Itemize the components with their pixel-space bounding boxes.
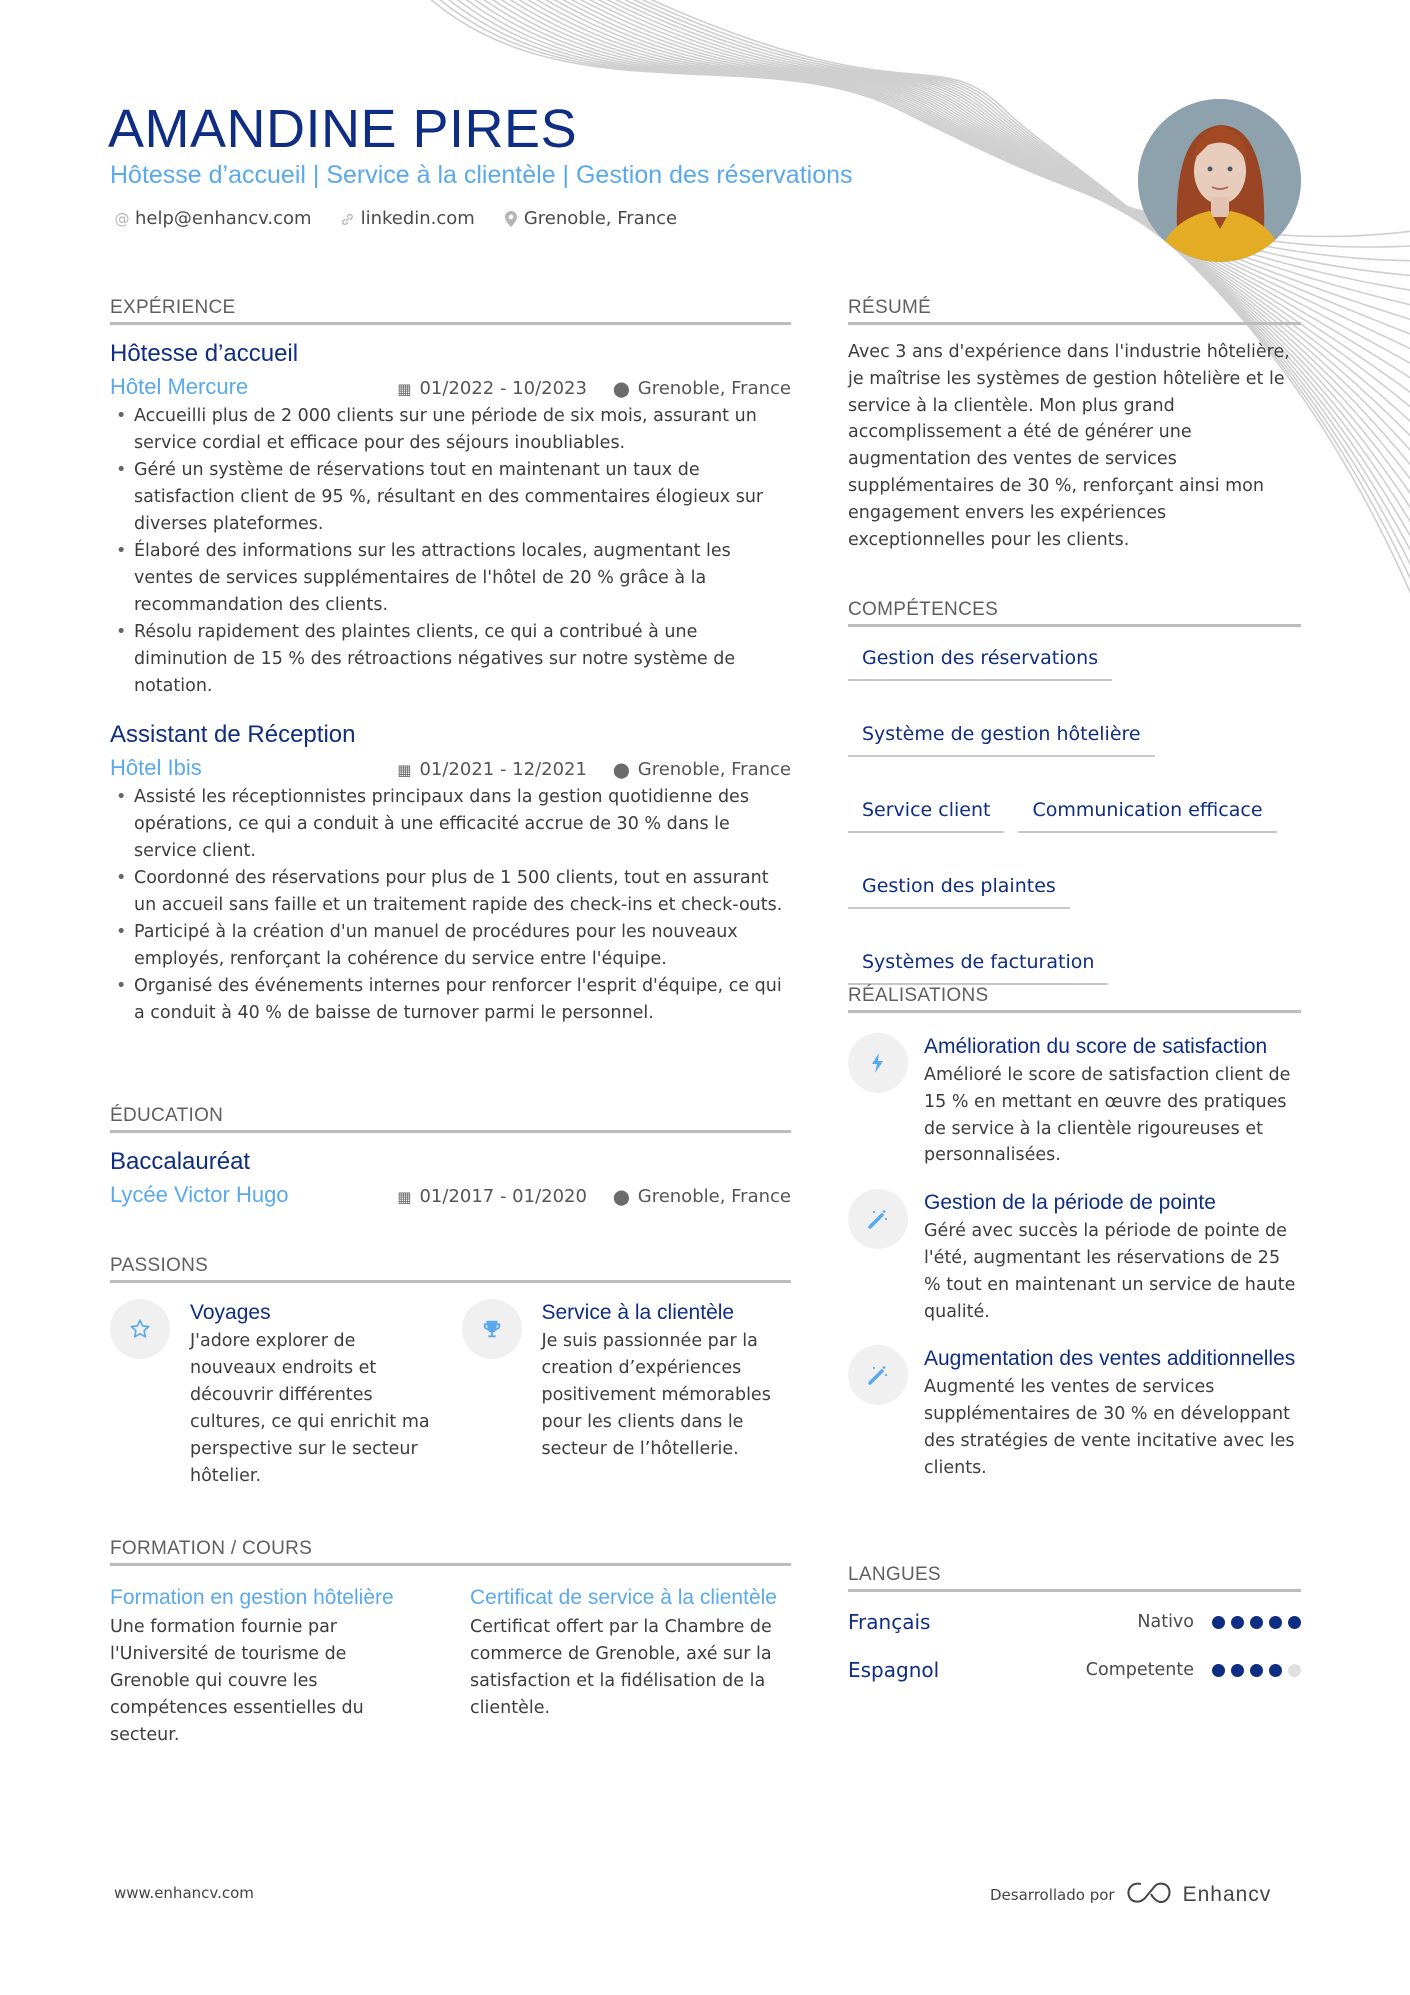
skills-section (848, 598, 1301, 985)
achievement-title: Augmentation des ventes additionnelles (924, 1347, 1296, 1371)
contact-email[interactable] (114, 206, 312, 232)
language-name: Français (848, 1610, 931, 1634)
degree-title: Baccalauréat (110, 1148, 251, 1175)
experience-section (110, 296, 791, 1027)
link-icon (340, 212, 356, 227)
passion-description: J'adore explorer de nouveaux endroits et découvrir différentes cultures, ce qui enrichit ma perspective sur le secteur hôtelier. (190, 1331, 430, 1486)
job-dates: ▦ 01/2022 - 10/2023 (397, 378, 587, 399)
passions-section (110, 1254, 791, 1490)
section-heading-passions: PASSIONS (110, 1254, 791, 1283)
contact-linkedin[interactable] (340, 206, 475, 232)
location-pin-icon: ⬤ (612, 761, 630, 779)
experience-entry (110, 339, 791, 700)
magic-wand-icon (848, 1345, 908, 1405)
star-icon (110, 1299, 170, 1359)
education-location: ⬤ Grenoble, France (612, 1186, 791, 1207)
company-name: Hôtel Mercure (110, 374, 249, 399)
language-row (848, 1646, 1301, 1694)
location-pin-icon: ⬤ (612, 1188, 630, 1206)
summary-section (848, 296, 1301, 553)
passion-description: Je suis passionnée par la creation d’expériences positivement mémorables pour les clients dans le secteur de l’hôtellerie. (541, 1331, 771, 1459)
passion-item (110, 1299, 440, 1490)
lightning-bolt-icon (848, 1033, 908, 1093)
contact-location-text: Grenoble, France (523, 208, 678, 229)
education-dates: ▦ 01/2017 - 01/2020 (397, 1186, 587, 1207)
section-heading-summary: RÉSUMÉ (848, 296, 1301, 325)
contact-email-text: help@enhancv.com (135, 208, 312, 229)
powered-by-label: Desarrollado por (990, 1886, 1115, 1904)
summary-text: Avec 3 ans d'expérience dans l'industrie hôtelière, je maîtrise les systèmes de gestion hôtelière et le service à la clientèle. Mon plus grand accomplissement a été de générer une augmentation des ventes de services supplémentaires de 30 %, renforçant ainsi mon engagement envers les expériences exceptionnelles pour les clients. (848, 342, 1290, 550)
skill-tag: Gestion des plaintes (848, 873, 1070, 909)
passion-title: Service à la clientèle (541, 1301, 735, 1324)
course-description: Une formation fournie par l'Université de tourisme de Grenoble qui couvre les compétences essentielles du secteur. (110, 1617, 364, 1745)
school-name: Lycée Victor Hugo (110, 1182, 289, 1207)
at-icon: @ (114, 210, 130, 228)
passion-item (462, 1299, 792, 1490)
job-title: Hôtesse d’accueil (110, 340, 299, 367)
bullet: • Accueilli plus de 2 000 clients sur une période de six mois, assurant un service cordial et efficace pour des séjours inoubliables. (110, 403, 791, 457)
skill-tag: Service client (848, 797, 1004, 833)
job-bullets (110, 784, 791, 1027)
achievement-description: Augmenté les ventes de services supplémentaires de 30 % en développant des stratégies de vente incitative avec les clients. (924, 1377, 1295, 1478)
calendar-icon: ▦ (397, 1188, 412, 1206)
skill-tag: Gestion des réservations (848, 645, 1112, 681)
brand-name: Enhancv (1182, 1883, 1272, 1906)
achievement-title: Amélioration du score de satisfaction (924, 1035, 1268, 1058)
calendar-icon: ▦ (397, 380, 412, 398)
course-item (470, 1584, 790, 1749)
proficiency-dots (1212, 1616, 1301, 1629)
section-heading-courses: FORMATION / COURS (110, 1537, 791, 1566)
candidate-headline: Hôtesse d’accueil | Service à la clientèle | Gestion des réservations (110, 161, 853, 189)
location-pin-icon (503, 211, 519, 227)
achievements-section (848, 984, 1301, 1482)
contact-list (114, 206, 677, 232)
achievement-title: Gestion de la période de pointe (924, 1191, 1216, 1215)
education-entry (110, 1147, 791, 1209)
job-dates: ▦ 01/2021 - 12/2021 (397, 759, 587, 780)
job-bullets (110, 403, 791, 700)
job-location: ⬤ Grenoble, France (612, 759, 791, 780)
section-heading-languages: LANGUES (848, 1563, 1301, 1592)
language-name: Espagnol (848, 1658, 940, 1682)
location-pin-icon: ⬤ (612, 380, 630, 398)
bullet: • Participé à la création d'un manuel de procédures pour les nouveaux employés, renforçant la cohérence du service entre l'équipe. (110, 919, 791, 973)
contact-linkedin-text: linkedin.com (360, 208, 475, 229)
footer-branding (990, 1880, 1271, 1910)
job-location: ⬤ Grenoble, France (612, 378, 791, 399)
trophy-icon (462, 1299, 522, 1359)
section-heading-education: ÉDUCATION (110, 1104, 791, 1133)
enhancv-logo-icon (1125, 1880, 1173, 1910)
calendar-icon: ▦ (397, 761, 412, 779)
profile-photo (1138, 99, 1301, 262)
company-name: Hôtel Ibis (110, 755, 202, 780)
achievement-item (848, 1345, 1301, 1481)
language-level: Nativo (1137, 1612, 1194, 1632)
section-heading-experience: EXPÉRIENCE (110, 296, 791, 325)
job-title: Assistant de Réception (110, 721, 356, 748)
footer-website-link[interactable]: www.enhancv.com (114, 1884, 254, 1902)
magic-wand-icon (848, 1189, 908, 1249)
languages-section (848, 1563, 1301, 1694)
achievement-description: Géré avec succès la période de pointe de l'été, augmentant les réservations de 25 % tout en maintenant un service de haute qualité. (924, 1221, 1296, 1322)
bullet: • Coordonné des réservations pour plus de 1 500 clients, tout en assurant un accueil sans faille et un traitement rapide des check-ins et check-outs. (110, 865, 791, 919)
contact-location (503, 206, 677, 232)
skill-tag: Système de gestion hôtelière (848, 721, 1155, 757)
course-item (110, 1584, 430, 1749)
section-heading-achievements: RÉALISATIONS (848, 984, 1301, 1013)
bullet: • Géré un système de réservations tout en maintenant un taux de satisfaction client de 95 %, résultant en des commentaires élogieux sur diverses plateformes. (110, 457, 791, 538)
bullet: • Organisé des événements internes pour renforcer l'esprit d'équipe, ce qui a conduit à 40 % de baisse de turnover parmi le personnel. (110, 973, 791, 1027)
bullet: • Assisté les réceptionnistes principaux dans la gestion quotidienne des opérations, ce qui a conduit à une efficacité accrue de 30 % dans le service client. (110, 784, 791, 865)
achievement-item (848, 1033, 1301, 1169)
achievement-item (848, 1189, 1301, 1325)
candidate-name: AMANDINE PIRES (108, 99, 578, 159)
bullet: • Résolu rapidement des plaintes clients, ce qui a contribué à une diminution de 15 % des rétroactions négatives sur notre système de notation. (110, 619, 791, 700)
achievement-description: Amélioré le score de satisfaction client de 15 % en mettant en œuvre des pratiques de service à la clientèle rigoureuses et personnalisées. (924, 1065, 1291, 1166)
courses-section (110, 1537, 791, 1749)
proficiency-dots (1212, 1664, 1301, 1677)
experience-entry (110, 720, 791, 1027)
education-section (110, 1104, 791, 1209)
language-row (848, 1598, 1301, 1646)
course-title: Certificat de service à la clientèle (470, 1586, 777, 1609)
passion-title: Voyages (190, 1301, 271, 1324)
section-heading-skills: COMPÉTENCES (848, 598, 1301, 627)
skill-tag: Communication efficace (1018, 797, 1276, 833)
skill-tag: Systèmes de facturation (848, 949, 1108, 985)
language-level: Competente (1085, 1660, 1194, 1680)
course-title: Formation en gestion hôtelière (110, 1586, 394, 1609)
bullet: • Élaboré des informations sur les attractions locales, augmentant les ventes de services supplémentaires de l'hôtel de 20 % grâce à la recommandation des clients. (110, 538, 791, 619)
skills-list (848, 645, 1301, 985)
course-description: Certificat offert par la Chambre de commerce de Grenoble, axé sur la satisfaction et la fidélisation de la clientèle. (470, 1617, 772, 1718)
